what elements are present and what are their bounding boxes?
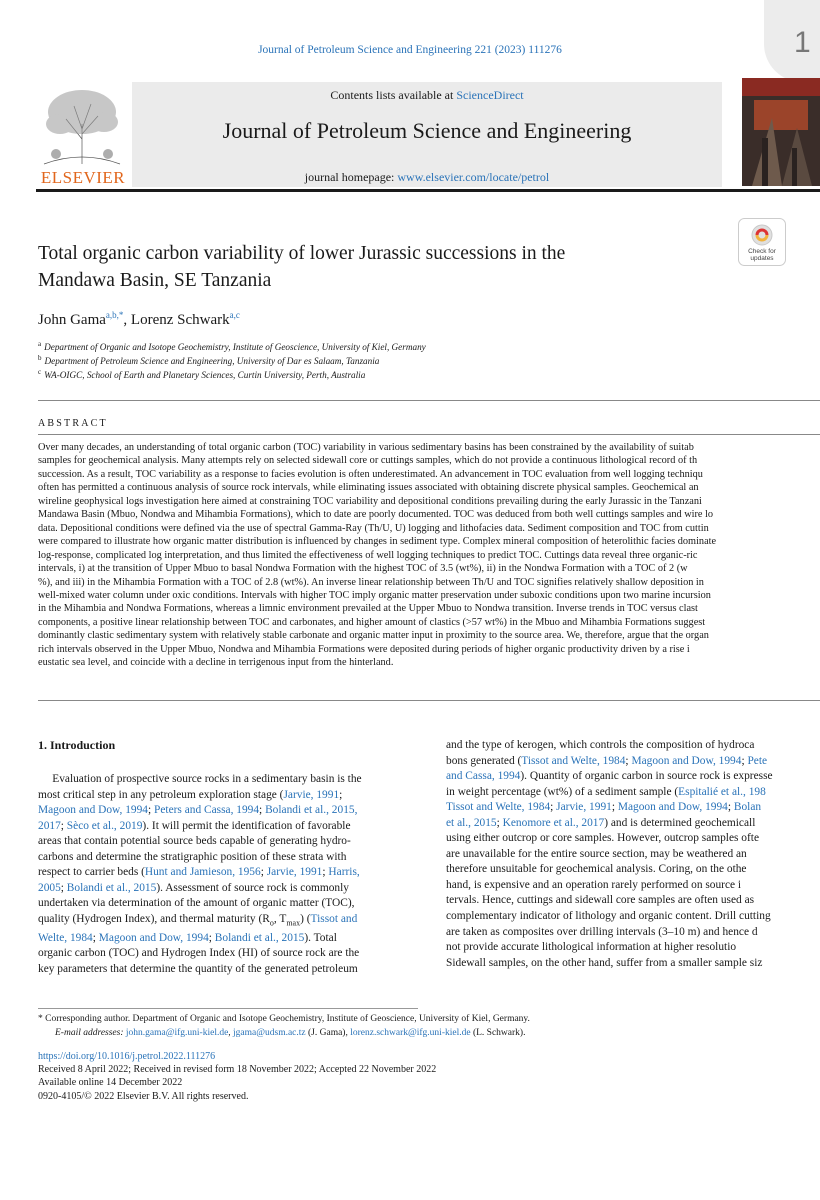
homepage-prefix: journal homepage: bbox=[304, 170, 398, 184]
abstract-line: were compared to illustrate how organic matter distribution is influenced by changes in sediment type. Complex mineral composition of heterolithic facies dominate bbox=[38, 536, 717, 548]
body-text: ). It will permit the identification of favorable bbox=[142, 819, 351, 832]
body-text-line bbox=[38, 912, 418, 931]
body-text-line bbox=[38, 772, 418, 788]
body-text: respect to carrier beds ( bbox=[38, 866, 145, 879]
email-link-gama-kiel[interactable]: john.gama@ifg.uni-kiel.de bbox=[125, 1028, 229, 1038]
affiliation-a-marker: a bbox=[38, 340, 42, 348]
affiliation-b bbox=[38, 354, 379, 366]
citation-link[interactable]: 2017 bbox=[38, 819, 61, 832]
body-text-line bbox=[38, 834, 418, 850]
doi-link[interactable]: https://doi.org/10.1016/j.petrol.2022.111276 bbox=[38, 1051, 216, 1062]
body-text: ; bbox=[339, 788, 343, 801]
affiliation-b-marker: b bbox=[38, 354, 42, 362]
copyright-line: 0920-4105/© 2022 Elsevier B.V. All rights reserved. bbox=[38, 1090, 249, 1102]
body-text-line bbox=[446, 940, 820, 956]
body-text: Evaluation of prospective source rocks in a sedimentary basin is the bbox=[38, 773, 362, 785]
body-text-line bbox=[446, 769, 820, 785]
homepage-line bbox=[132, 170, 722, 185]
article-title bbox=[38, 240, 718, 294]
email-owner-gama: (J. Gama), bbox=[305, 1028, 351, 1038]
subscript: max bbox=[286, 918, 301, 928]
body-text-line bbox=[38, 865, 418, 881]
abstract-line: well-mixed water column under oxic conditions. Intervals with higher TOC imply organic matter preservation under suboxic conditions upon two marine incursion bbox=[38, 589, 711, 601]
body-text: not provide accurate lithological information at higher resolutio bbox=[446, 941, 737, 954]
body-text: ; bbox=[625, 754, 632, 767]
abstract-line: data. Depositional conditions were defined via the use of spectral Gamma-Ray (Th/U, U) logging and lithofacies data. Sediment composition and TOC from cuttin bbox=[38, 522, 709, 534]
intro-left-column bbox=[38, 772, 418, 977]
citation-link[interactable]: Magoon and Dow, 1994 bbox=[631, 754, 742, 767]
author-separator: , bbox=[123, 312, 131, 328]
body-text: are unavailable for the entire source section, may be weathered an bbox=[446, 847, 747, 860]
body-text: most critical step in any petroleum exploration stage ( bbox=[38, 788, 284, 801]
journal-citation[interactable]: Journal of Petroleum Science and Engineering 221 (2023) 111276 bbox=[258, 44, 562, 56]
body-text: ; bbox=[496, 816, 503, 829]
body-text: ; bbox=[148, 804, 155, 817]
abstract-line: Over many decades, an understanding of total organic carbon (TOC) variability in various sedimentary basins has been constrained by the availability of suitab bbox=[38, 442, 694, 453]
affiliation-c bbox=[38, 368, 365, 380]
citation-link[interactable]: Pete bbox=[747, 754, 768, 767]
body-text: hand, is expensive and an operation rarely performed on source i bbox=[446, 878, 742, 891]
corresponding-author-line: * Corresponding author. Department of Organic and Isotope Geochemistry, Institute of Geoscience, University of Kiel, Germany. bbox=[38, 1014, 530, 1024]
journal-cover-image bbox=[742, 78, 820, 186]
abstract-line: samples for geochemical analysis. Many attempts rely on selected sidewall core or cuttings samples, which do not provide a continuous lithological record of th bbox=[38, 455, 698, 467]
citation-link[interactable]: et al., 2015 bbox=[446, 816, 497, 829]
abstract-line: in the Mihambia and Nondwa Formations, whereas a limnic environment prevailed at the Upper Mbuo to Nondwa transition. Inverse trends in TOC versus clast bbox=[38, 603, 698, 615]
body-text-line bbox=[446, 816, 820, 832]
body-text-line bbox=[38, 946, 418, 962]
body-text: ; bbox=[92, 931, 99, 944]
abstract-body bbox=[38, 441, 820, 670]
body-text-line bbox=[446, 754, 820, 770]
citation-link[interactable]: Sèco et al., 2019 bbox=[66, 819, 143, 832]
abstract-line: eustatic sea level, and coincide with a decline in terrigenous input from the hinterland. bbox=[38, 657, 394, 669]
body-text: therefore unsuitable for geochemical analysis. Coring, on the othe bbox=[446, 863, 747, 876]
author-schwark-affiliations[interactable]: a,c bbox=[229, 310, 240, 320]
contents-line bbox=[132, 88, 722, 103]
body-text-line bbox=[38, 881, 418, 897]
body-text-line bbox=[446, 909, 820, 925]
intro-right-column bbox=[446, 738, 820, 971]
subscript: o bbox=[269, 918, 274, 928]
body-text-line bbox=[446, 956, 820, 972]
online-date: Available online 14 December 2022 bbox=[38, 1077, 183, 1089]
article-history bbox=[38, 1050, 436, 1103]
citation-link[interactable]: Peters and Cassa, 1994 bbox=[154, 804, 260, 817]
body-text-line bbox=[446, 862, 820, 878]
body-text: in weight percentage (wt%) of a sediment sample ( bbox=[446, 785, 679, 798]
body-text: ; bbox=[322, 866, 329, 879]
body-text: tervals. Hence, cuttings and sidewall core samples are often used as bbox=[446, 894, 755, 907]
contents-prefix: Contents lists available at bbox=[330, 88, 457, 102]
body-text-line bbox=[38, 788, 418, 804]
affiliation-b-text: Department of Petroleum Science and Engineering, University of Dar es Salaam, Tanzania bbox=[44, 356, 380, 367]
body-text: organic carbon (TOC) and Hydrogen Index (HI) of source rock are the bbox=[38, 947, 360, 960]
elsevier-wordmark: ELSEVIER bbox=[40, 168, 126, 187]
article-title-line-2: Mandawa Basin, SE Tanzania bbox=[38, 270, 272, 291]
body-text-line bbox=[446, 831, 820, 847]
body-text: ) and is determined geochemicall bbox=[604, 816, 756, 829]
body-text-line bbox=[446, 925, 820, 941]
citation-link[interactable]: Magoon and Dow, 1994 bbox=[617, 801, 728, 814]
abstract-bottom-rule bbox=[38, 700, 820, 701]
body-text-line bbox=[446, 738, 820, 754]
body-text: ; bbox=[727, 801, 734, 814]
homepage-link[interactable]: www.elsevier.com/locate/petrol bbox=[397, 170, 550, 184]
body-text: ). Total bbox=[304, 931, 337, 944]
abstract-line: often has permitted a continuous analysis of source rock intervals, while eliminating issues associated with obtaining discrete physical samples. Geochemical an bbox=[38, 482, 699, 494]
body-text: key parameters that determine the quantity of the generated petroleum bbox=[38, 962, 358, 975]
author-schwark[interactable]: Lorenz Schwark bbox=[130, 312, 230, 328]
body-text: and the type of kerogen, which controls the composition of hydroca bbox=[446, 739, 755, 751]
header-rule bbox=[36, 189, 820, 192]
journal-name: Journal of Petroleum Science and Engineering bbox=[222, 118, 632, 143]
citation-link[interactable]: Welte, 1984 bbox=[38, 931, 93, 944]
received-dates: Received 8 April 2022; Received in revised form 18 November 2022; Accepted 22 November 2022 bbox=[38, 1064, 437, 1076]
email-line bbox=[38, 1026, 530, 1040]
body-text: ; bbox=[60, 819, 67, 832]
citation-link[interactable]: Jarvie, 1991 bbox=[283, 788, 340, 801]
corresponding-author-footnote bbox=[38, 1012, 530, 1040]
body-text: ; bbox=[260, 866, 267, 879]
citation-link[interactable]: Hunt and Jamieson, 1956 bbox=[144, 866, 261, 879]
citation-link[interactable]: Kenomore et al., 2017 bbox=[502, 816, 605, 829]
body-text: complementary indicator of lithology and organic content. Drill cutting bbox=[446, 910, 771, 923]
body-text: ; bbox=[208, 931, 215, 944]
citation-link[interactable]: Bolandi et al., 2015, bbox=[265, 804, 358, 817]
body-text-line bbox=[38, 962, 418, 978]
body-text: ). Quantity of organic carbon in source rock is expresse bbox=[520, 770, 773, 783]
citation-link[interactable]: Tissot and Welte, 1984 bbox=[446, 801, 551, 814]
abstract-rule bbox=[38, 434, 820, 435]
abstract-line: intervals, i) at the transition of Upper Mbuo to basal Nondwa Formation with the highest TOC of 3.5 (wt%), ii) in the Nondwa Formation with a TOC of 2 (w bbox=[38, 563, 688, 575]
affiliation-a-text: Department of Organic and Isotope Geochemistry, Institute of Geoscience, University of Kiel, Germany bbox=[44, 342, 426, 353]
citation-link[interactable]: Jarvie, 1991 bbox=[266, 866, 323, 879]
citation-link[interactable]: Espitalié et al., 198 bbox=[678, 785, 766, 798]
body-text: areas that contain potential source beds capable of generating hydro- bbox=[38, 835, 351, 848]
body-text-line bbox=[38, 803, 418, 819]
email-label: E-mail addresses: bbox=[55, 1028, 126, 1038]
body-text: undertaken via determination of the amount of organic matter (TOC), bbox=[38, 897, 355, 910]
abstract-line: Mandawa Basin (Mbuo, Nondwa and Mihambia Formations), which to date are poorly documented. TOC was deduced from both well cuttings samples and wire lo bbox=[38, 509, 714, 521]
citation-link[interactable]: Magoon and Dow, 1994 bbox=[98, 931, 209, 944]
body-text: ; bbox=[60, 881, 67, 894]
section-heading-introduction: 1. Introduction bbox=[38, 738, 116, 752]
body-text-line bbox=[446, 893, 820, 909]
abstract-line: wireline geophysical logs investigation here aimed at constraining TOC variability and depositional conditions prevailing during the early Jurassic in the Tanzani bbox=[38, 495, 702, 507]
citation-link[interactable]: and Cassa, 1994 bbox=[446, 770, 521, 783]
affiliation-a bbox=[38, 340, 426, 352]
footnote-rule bbox=[38, 1008, 418, 1009]
abstract-line: dominantly clastic sedimentary system with relatively stable carbonate and organic matter input in proximity to the source area. We, therefore, argue that the organ bbox=[38, 630, 709, 642]
abstract-line: succession. As a result, TOC variability as a response to facies evolution is often underestimated. An advancement in TOC evaluation from well logging techniqu bbox=[38, 468, 703, 480]
citation-link[interactable]: Jarvie, 1991 bbox=[556, 801, 612, 814]
citation-link[interactable]: Tissot and bbox=[310, 912, 358, 925]
body-text-line bbox=[38, 819, 418, 835]
citation-link[interactable]: Bolandi et al., 2015 bbox=[66, 881, 157, 894]
page-number-badge: 1 bbox=[764, 0, 820, 82]
email-link-gama-udsm[interactable]: jgama@udsm.ac.tz bbox=[233, 1028, 306, 1038]
citation-link[interactable]: 2005 bbox=[38, 881, 61, 894]
body-text: are taken as composites over drilling intervals (3–10 m) and hence d bbox=[446, 925, 758, 938]
sciencedirect-link[interactable]: ScienceDirect bbox=[456, 88, 524, 102]
citation-link[interactable]: Harris, bbox=[328, 866, 360, 879]
check-for-updates-badge[interactable] bbox=[738, 218, 786, 266]
body-text-line bbox=[446, 847, 820, 863]
citation-link[interactable]: Bolandi et al., 2015 bbox=[214, 931, 305, 944]
body-text: ). Assessment of source rock is commonly bbox=[156, 881, 349, 894]
body-text: using either outcrop or core samples. However, outcrop samples ofte bbox=[446, 832, 760, 845]
affiliation-c-text: WA-OIGC, School of Earth and Planetary Sciences, Curtin University, Perth, Australia bbox=[44, 370, 366, 381]
author-gama-affiliations[interactable]: a,b,* bbox=[105, 310, 124, 320]
body-text-line bbox=[38, 850, 418, 866]
body-text-line bbox=[446, 785, 820, 801]
body-text-line bbox=[446, 878, 820, 894]
body-text: carbons and determine the stratigraphic position of these strata with bbox=[38, 850, 347, 863]
citation-link[interactable]: Magoon and Dow, 1994 bbox=[38, 804, 148, 817]
body-text: ; bbox=[611, 801, 618, 814]
email-owner-schwark: (L. Schwark). bbox=[470, 1028, 526, 1038]
body-text: ; bbox=[741, 754, 748, 767]
body-text-line bbox=[38, 931, 418, 947]
body-text: , T bbox=[273, 912, 287, 925]
citation-link[interactable]: Tissot and Welte, 1984 bbox=[521, 754, 626, 767]
author-gama[interactable]: John Gama bbox=[38, 312, 106, 328]
article-title-line-1: Total organic carbon variability of lower Jurassic successions in the bbox=[38, 243, 566, 264]
author-list bbox=[38, 310, 240, 329]
abstract-heading: ABSTRACT bbox=[38, 418, 108, 429]
affiliation-c-marker: c bbox=[38, 368, 42, 376]
body-text-line bbox=[38, 896, 418, 912]
body-text: bons generated ( bbox=[446, 754, 522, 767]
abstract-top-rule bbox=[38, 400, 820, 401]
abstract-line: %), and iii) in the Mihambia Formation with a TOC of 2.8 (wt%). An inverse linear relationship between Th/U and TOC signifies relatively shallow deposition in bbox=[38, 576, 704, 588]
abstract-line: rich intervals observed in the Upper Mbuo, Nondwa and Mihambia Formations were deposited during periods of higher organic productivity driven by a rise i bbox=[38, 643, 690, 655]
citation-link[interactable]: Bolan bbox=[733, 801, 762, 814]
body-text: ; bbox=[550, 801, 557, 814]
abstract-line: components, a positive linear relationship between TOC and carbonates, and higher amount of clastics (>57 wt%) in the Mbuo and Mihambia Formations suggest bbox=[38, 616, 706, 628]
body-text: quality (Hydrogen Index), and thermal maturity (R bbox=[38, 912, 270, 925]
body-text: ; bbox=[259, 804, 266, 817]
abstract-line: log-response, complicated log interpretation, and thus limited the effectiveness of well logging techniques to predict TOC. Cuttings data reveal three organic-ric bbox=[38, 549, 698, 561]
body-text: Sidewall samples, on the other hand, suffer from a smaller sample siz bbox=[446, 956, 763, 969]
body-text: ) ( bbox=[300, 912, 311, 925]
check-for-updates-label: Check for updates bbox=[748, 248, 776, 262]
email-separator: , bbox=[228, 1028, 234, 1038]
body-text-line bbox=[446, 800, 820, 816]
email-link-schwark[interactable]: lorenz.schwark@ifg.uni-kiel.de bbox=[350, 1028, 471, 1038]
